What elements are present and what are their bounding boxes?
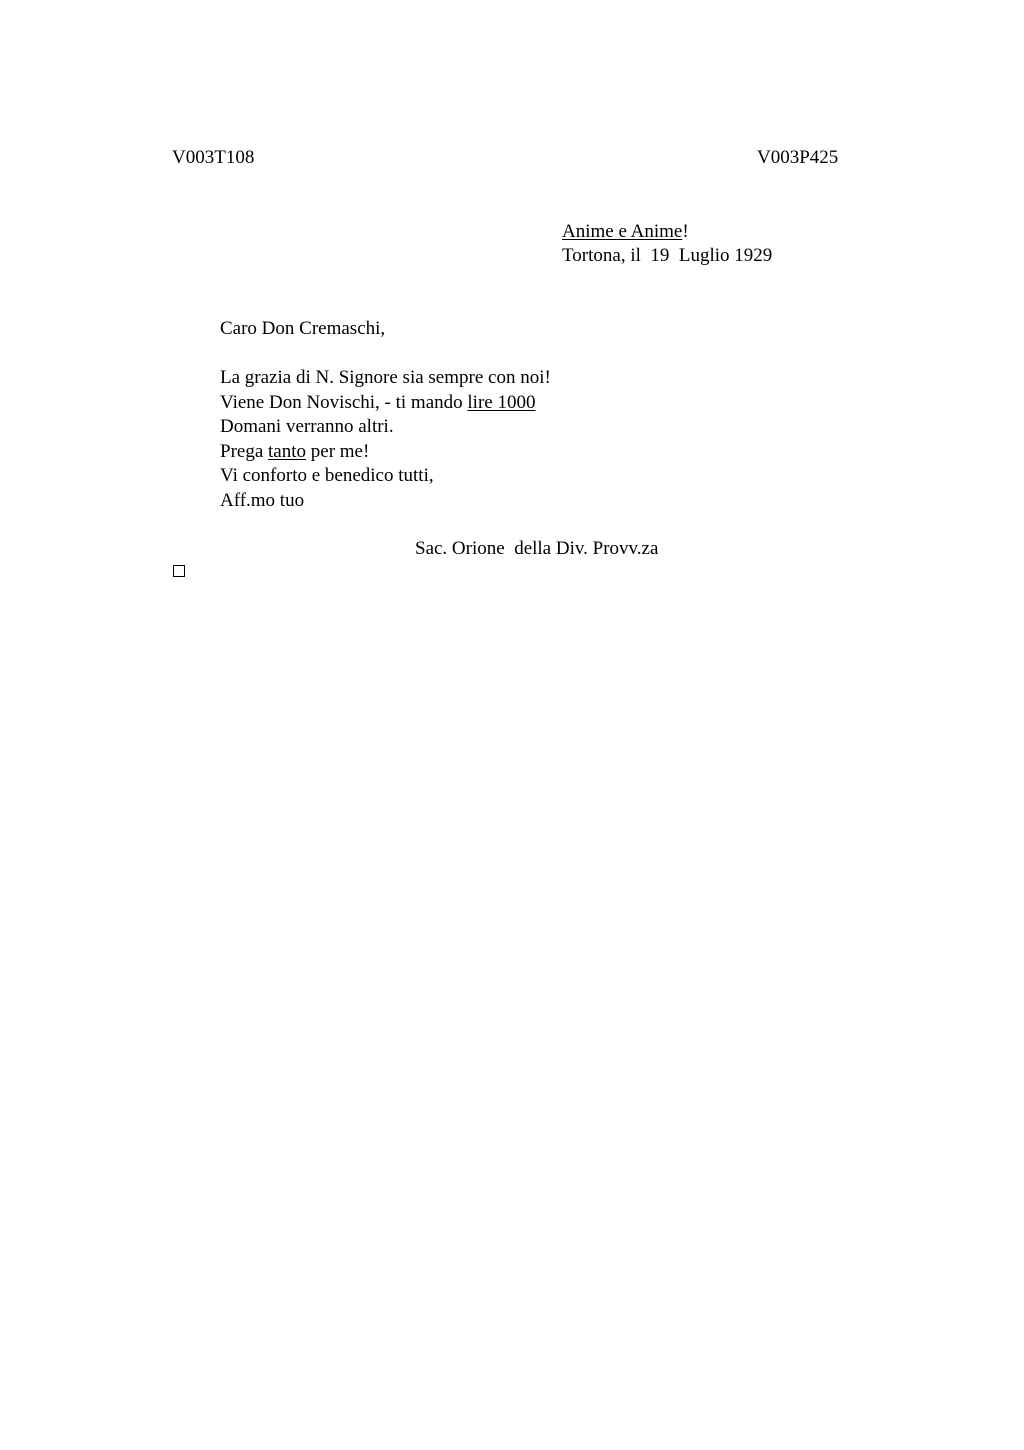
line-4-underlined-word: tanto <box>268 441 307 462</box>
motto-exclamation: ! <box>682 221 689 242</box>
letter-body-line-5: Vi conforto e benedico tutti, <box>220 465 434 486</box>
line-4-text-start: Prega <box>220 441 269 462</box>
document-code-left: V003T108 <box>172 147 255 168</box>
letter-salutation: Caro Don Cremaschi, <box>220 318 386 339</box>
line-2-underlined-amount: lire 1000 <box>467 392 536 413</box>
letter-dateline: Tortona, il 19 Luglio 1929 <box>562 245 773 266</box>
letter-motto <box>562 220 689 244</box>
letter-closing: Aff.mo tuo <box>220 490 305 511</box>
letter-signature: Sac. Orione della Div. Provv.za <box>415 538 659 559</box>
letter-body-line-1: La grazia di N. Signore sia sempre con noi! <box>220 367 551 388</box>
letter-body-line-3: Domani verranno altri. <box>220 416 394 437</box>
empty-square-icon <box>173 565 185 577</box>
document-code-right: V003P425 <box>757 147 839 168</box>
motto-underlined-text: Anime e Anime <box>562 221 683 242</box>
line-4-text-end: per me! <box>306 441 370 462</box>
letter-body-line-4 <box>220 440 369 464</box>
line-2-text: Viene Don Novischi, - ti mando <box>220 392 468 413</box>
letter-body-line-2 <box>220 391 535 415</box>
